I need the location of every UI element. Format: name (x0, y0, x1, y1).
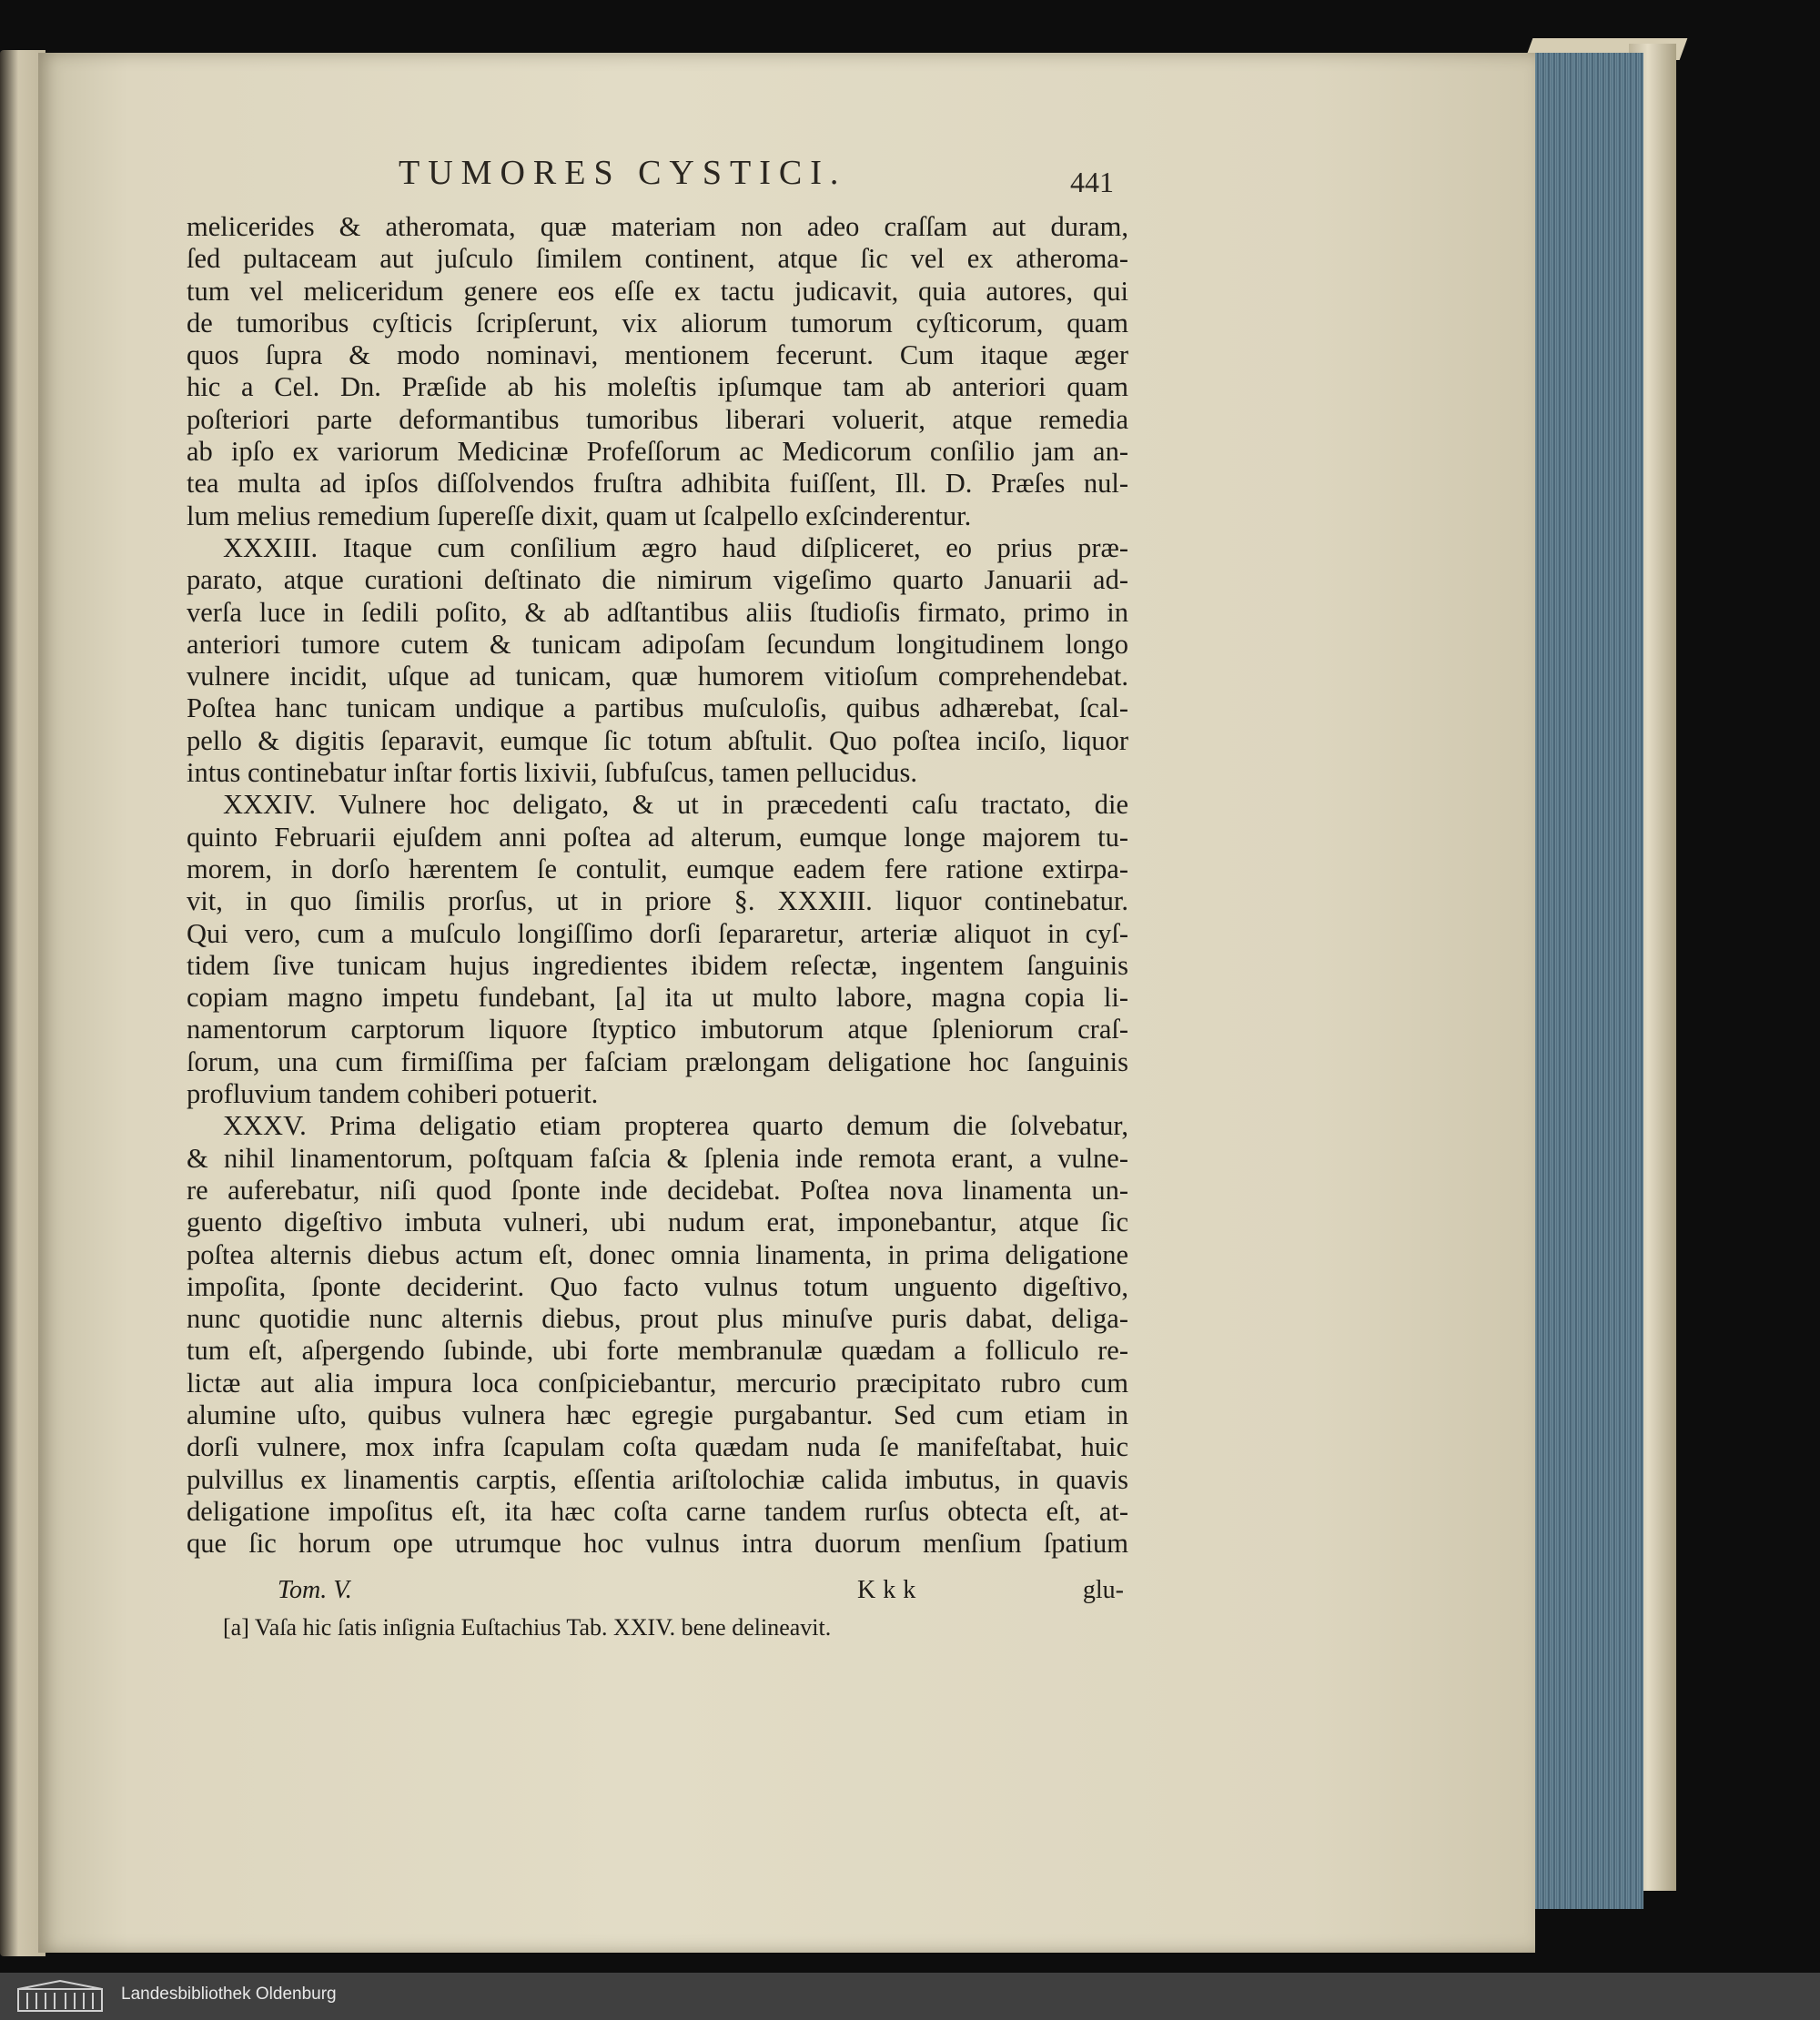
text-line: vulnere incidit, uſque ad tunicam, quæ humorem vitioſum comprehendebat. (187, 661, 1128, 692)
text-line: que ſic horum ope utrumque hoc vulnus intra duorum menſium ſpatium (187, 1528, 1128, 1560)
text-line: lictæ aut alia impura loca conſpiciebantur, mercurio præcipitato rubro cum (187, 1367, 1128, 1399)
text-line: vit, in quo ſimilis prorſus, ut in priore §. XXXIII. liquor continebatur. (187, 885, 1128, 917)
text-line: XXXIV. Vulnere hoc deligato, & ut in præcedenti caſu tractato, die (223, 789, 1128, 821)
text-line: pello & digitis ſeparavit, eumque ſic totum abſtulit. Quo poſtea inciſo, liquor (187, 724, 1128, 756)
text-line: anteriori tumore cutem & tunicam adipoſam ſecundum longitudinem longo (187, 628, 1128, 660)
text-line: XXXV. Prima deligatio etiam propterea quarto demum die ſolvebatur, (223, 1110, 1128, 1142)
text-line: namentorum carptorum liquore ſtyptico imbutorum atque ſpleniorum craſ- (187, 1014, 1128, 1045)
running-head: TUMORES CYSTICI. (399, 154, 847, 192)
text-line: melicerides & atheromata, quæ materiam non adeo craſſam aut duram, (187, 211, 1128, 242)
signature-line (278, 1576, 1124, 1609)
viewer-footer (0, 1973, 1820, 2020)
text-line: tum eſt, aſpergendo ſubinde, ubi forte membranulæ quædam a folliculo re- (187, 1335, 1128, 1367)
text-line: tea multa ad ipſos diſſolvendos fruſtra adhibita fuiſſent, Ill. D. Præſes nul- (187, 468, 1128, 500)
text-line: hic a Cel. Dn. Præſide ab his moleſtis ipſumque tam ab anteriori quam (187, 371, 1128, 403)
text-line: tum vel meliceridum genere eos eſſe ex tactu judicavit, quia autores, qui (187, 275, 1128, 307)
text-line: quos ſupra & modo nominavi, mentionem fecerunt. Cum itaque æger (187, 339, 1128, 371)
text-line: & nihil linamentorum, poſtquam faſcia & ſplenia inde remota erant, a vulne- (187, 1142, 1128, 1174)
text-line: ſorum, una cum firmiſſima per faſciam prælongam deligatione hoc ſanguinis (187, 1045, 1128, 1077)
footer-institution: Landesbibliothek Oldenburg (121, 1985, 337, 2004)
text-line: XXXIII. Itaque cum conſilium ægro haud diſpliceret, eo prius præ- (223, 531, 1128, 563)
library-building-icon (16, 1980, 104, 2013)
text-line: profluvium tandem cohiberi potuerit. (187, 1078, 599, 1110)
body-text (187, 211, 1128, 1560)
catchword: glu- (1082, 1576, 1124, 1604)
text-line: morem, in dorſo hærentem ſe contulit, eumque eadem fere ratione extirpa- (187, 853, 1128, 884)
text-line: lum melius remedium ſupereſſe dixit, quam ut ſcalpello exſcinderentur. (187, 500, 972, 531)
text-line: re auferebatur, niſi quod ſponte inde decidebat. Poſtea nova linamenta un- (187, 1174, 1128, 1206)
text-line: deligatione impoſitus eſt, ita hæc coſta carne tandem rurſus obtecta eſt, at- (187, 1495, 1128, 1527)
page-number: 441 (1070, 166, 1114, 198)
text-line: parato, atque curationi deſtinato die nimirum vigeſimo quarto Januarii ad- (187, 564, 1128, 596)
text-line: poſtea alternis diebus actum eſt, donec omnia linamenta, in prima deligatione (187, 1238, 1128, 1270)
page-block-edge (1529, 53, 1643, 1909)
footnote: [a] Vaſa hic ſatis inſignia Euſtachius Tab. XXIV. bene delineavit. (223, 1614, 832, 1641)
text-line: Qui vero, cum a muſculo longiſſimo dorſi ſepararetur, arteriæ aliquot in cyſ- (187, 917, 1128, 949)
text-line: tidem ſive tunicam hujus ingredientes ibidem reſectæ, ingentem ſanguinis (187, 949, 1128, 981)
text-line: ab ipſo ex variorum Medicinæ Profeſſorum ac Medicorum conſilio jam an- (187, 436, 1128, 468)
text-line: ſed pultaceam aut juſculo ſimilem continent, atque ſic vel ex atheroma- (187, 243, 1128, 275)
text-line: pulvillus ex linamentis carptis, eſſentia ariſtolochiæ calida imbutus, in quavis (187, 1463, 1128, 1495)
text-line: nunc quotidie nunc alternis diebus, prout plus minuſve puris dabat, deliga- (187, 1303, 1128, 1335)
text-line: impoſita, ſponte deciderint. Quo facto vulnus totum unguento digeſtivo, (187, 1270, 1128, 1302)
text-line: intus continebatur inſtar fortis lixivii, ſubfuſcus, tamen pellucidus. (187, 757, 918, 789)
text-line: verſa luce in ſedili poſito, & ab adſtantibus aliis ſtudioſis firmato, primo in (187, 596, 1128, 628)
volume-mark: Tom. V. (278, 1576, 352, 1604)
text-line: dorſi vulnere, mox infra ſcapulam coſta quædam nuda ſe manifeſtabat, huic (187, 1431, 1128, 1463)
text-line: alumine uſto, quibus vulnera hæc egregie purgabantur. Sed cum etiam in (187, 1399, 1128, 1430)
text-line: poſteriori parte deformantibus tumoribus liberari voluerit, atque remedia (187, 403, 1128, 435)
text-line: guento digeſtivo imbuta vulneri, ubi nudum erat, imponebantur, atque ſic (187, 1207, 1128, 1238)
text-line: copiam magno impetu fundebant, [a] ita ut multo labore, magna copia li- (187, 982, 1128, 1014)
text-line: de tumoribus cyſticis ſcripſerunt, vix aliorum tumorum cyſticorum, quam (187, 307, 1128, 338)
signature-mark: Kkk (857, 1576, 924, 1604)
text-line: Poſtea hanc tunicam undique a partibus muſculoſis, quibus adhærebat, ſcal- (187, 692, 1128, 724)
text-line: quinto Februarii ejuſdem anni poſtea ad alterum, eumque longe majorem tu- (187, 821, 1128, 853)
